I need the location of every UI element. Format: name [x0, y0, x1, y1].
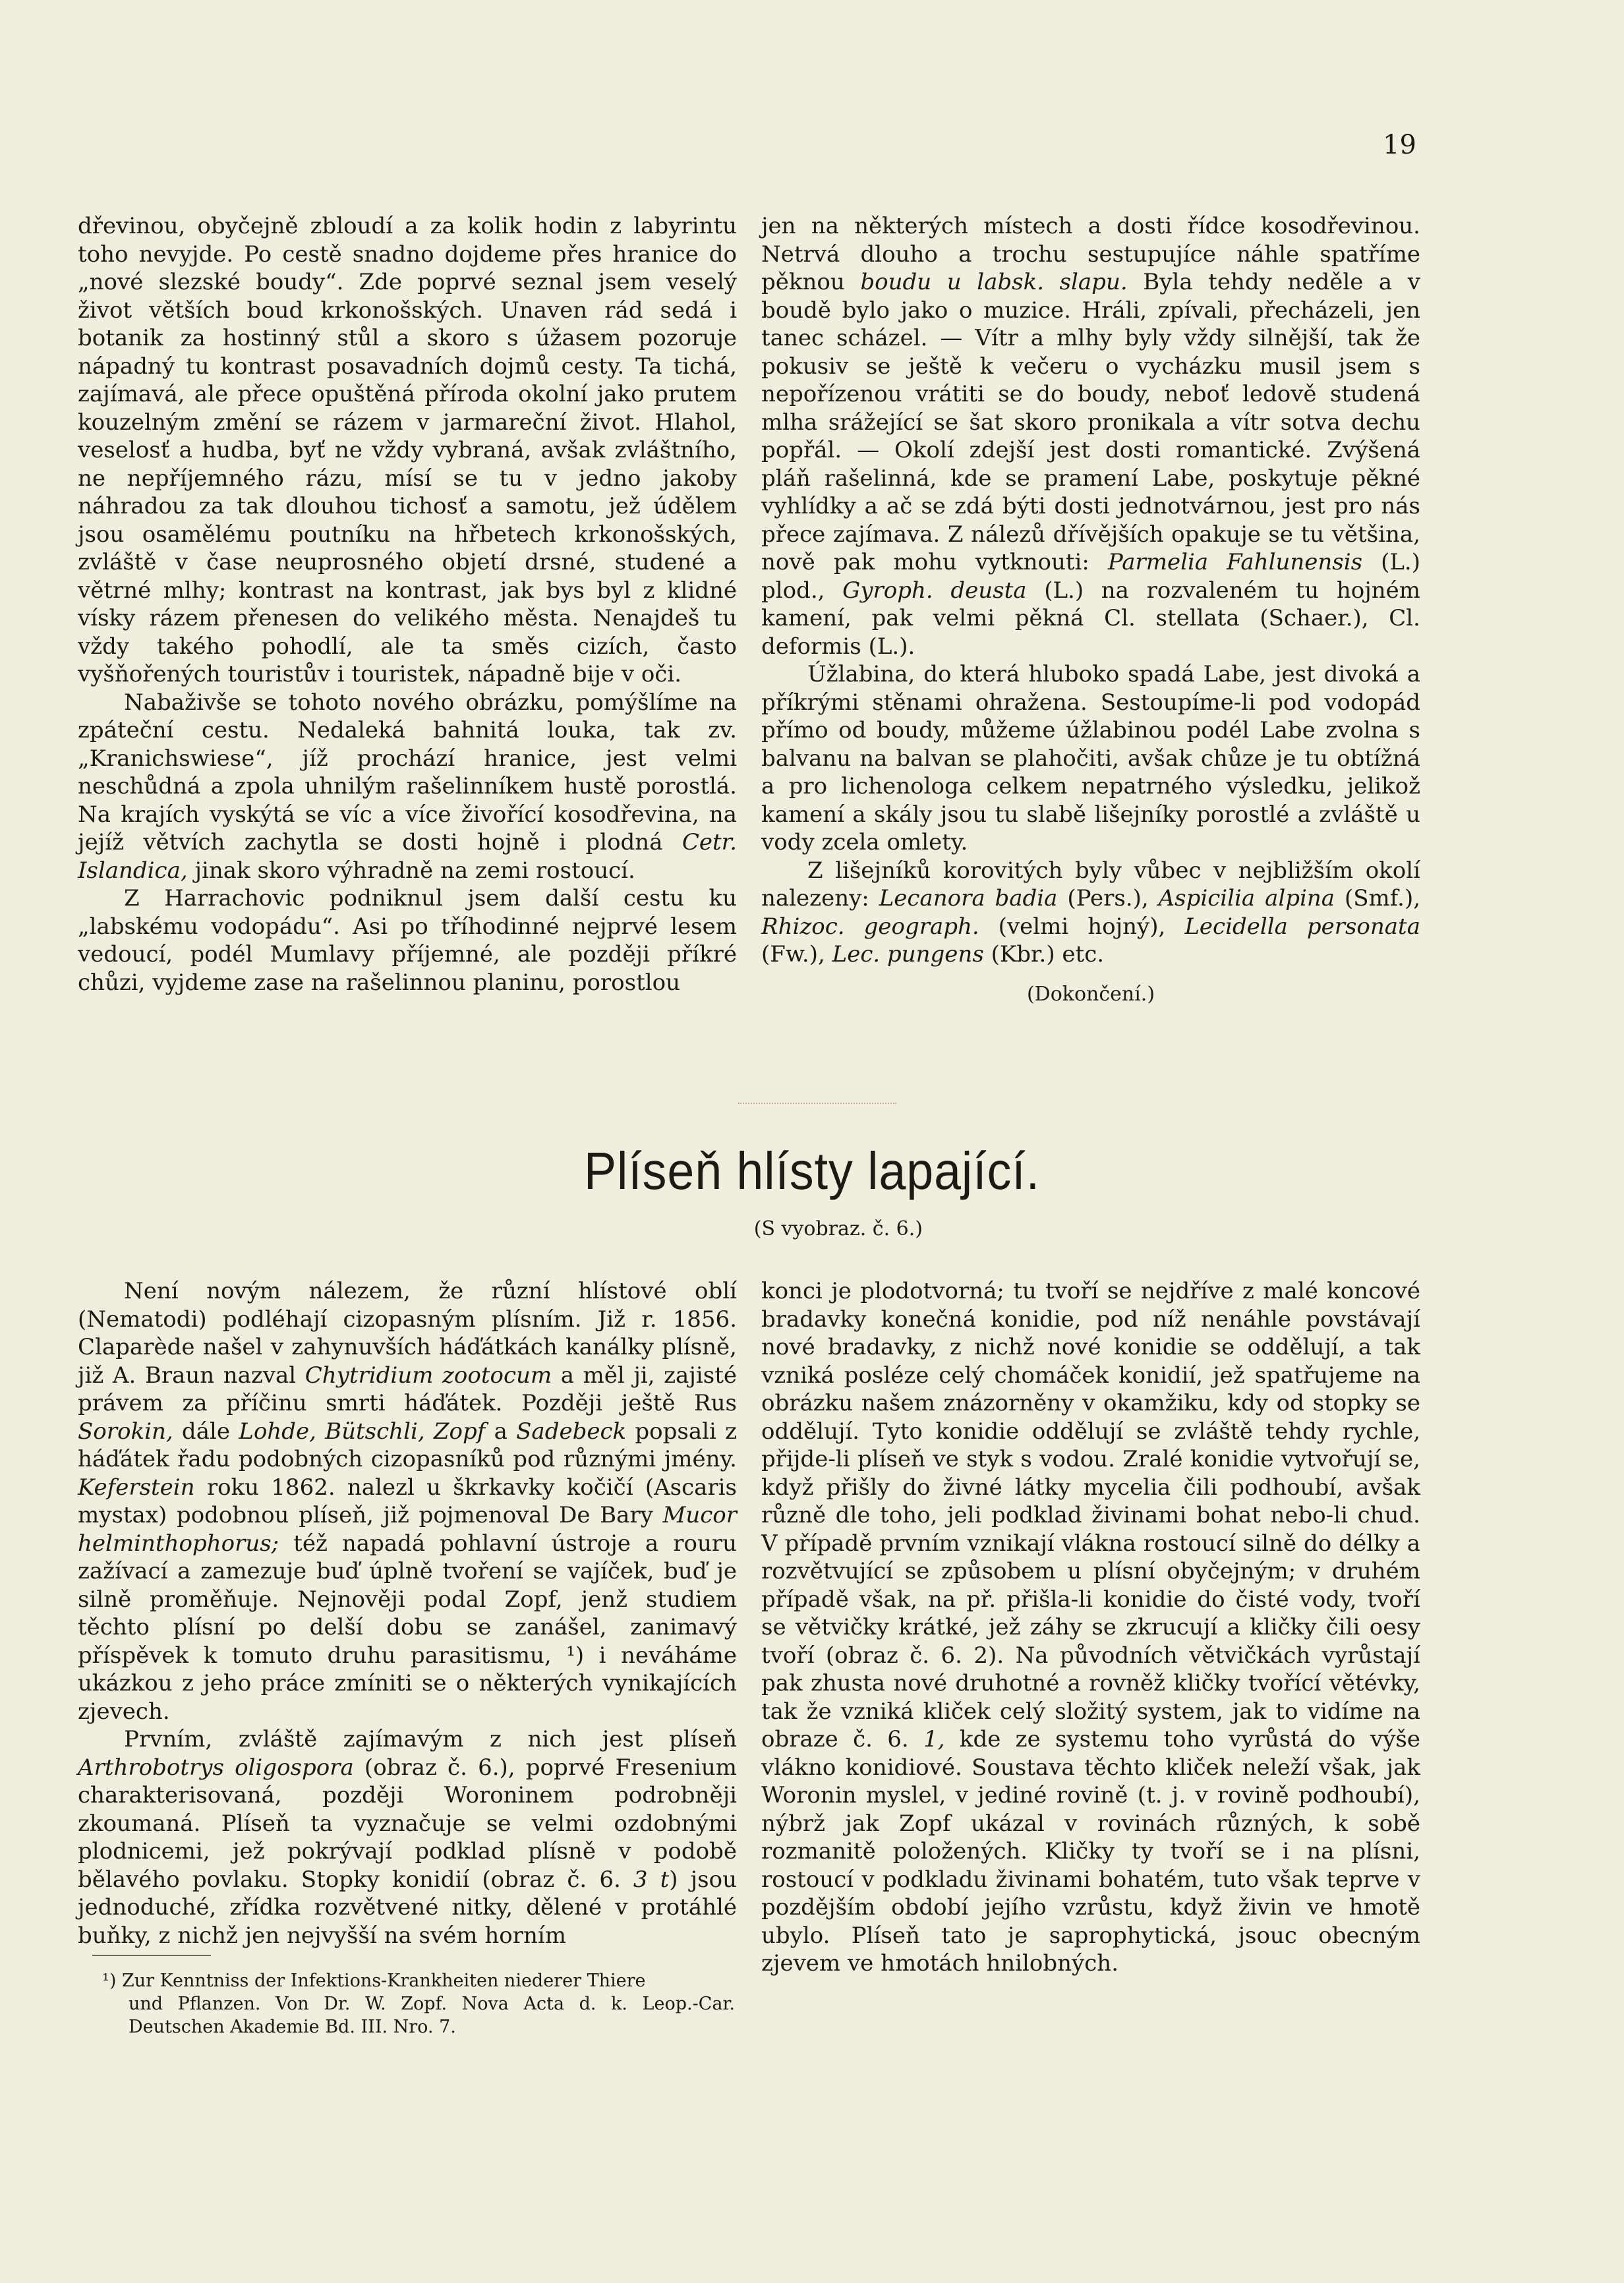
paragraph-text: a měl ji, zajisté právem za příčinu smrti háďátek. Později ještě Rus	[78, 1362, 737, 1416]
paragraph-text: roku 1862. nalezl u škrkavky kočičí (Ascaris mystax) podobnou plíseň, již pojmenoval De Bary	[78, 1474, 737, 1528]
person-name: Sadebeck	[516, 1418, 627, 1445]
paragraph-text: (Smf.),	[1335, 885, 1421, 911]
person-name: Sorokin,	[78, 1418, 173, 1445]
bottom-left-column	[78, 1277, 737, 1950]
paragraph-text: jinak skoro výhradně na zemi rostoucí.	[187, 857, 635, 884]
person-name: Lohde, Bütschli, Zopf	[239, 1418, 486, 1445]
species-name: Lecidella personata	[1184, 913, 1420, 940]
paragraph	[761, 857, 1420, 969]
place-name: boudu u labsk. slapu.	[860, 269, 1128, 295]
paragraph-text: (Kbr.) etc.	[983, 941, 1105, 968]
paragraph	[761, 212, 1420, 660]
paragraph	[78, 1277, 737, 1725]
person-name: Keferstein	[78, 1474, 195, 1501]
paragraph	[78, 1725, 737, 1950]
paragraph-text: Byla tehdy neděle a v boudě bylo jako o muzice. Hráli, zpívali, přecházeli, jen tanec scházel. — Vítr a mlhy byly vždy silnější, tak že pokusiv se ještě k večeru o vycházku musil jsem s nepořízenou vrátiti se do boudy, neboť ledově studená mlha srážející se šat skoro pronikala a vítr sotva dechu popřál. — Okolí zdejší jest dosti romantické. Zvýšená pláň rašelinná, kde se pramení Labe, poskytuje pěkné vyhlídky a ač se zdá býti dosti jednotvárnou, jest pro nás přece zajímava. Z nálezů dřívějších opakuje se tu většina, nově pak mohu vytknouti:	[761, 269, 1420, 575]
paragraph-text: Nabaživše se tohoto nového obrázku, pomýšlíme na zpáteční cestu. Nedaleká bahnitá louka, tak zv. „Kranichswiese“, jíž prochází hranice, jest velmi neschůdná a zpola uhnilým rašelinníkem hustě porostlá. Na krajích vyskýtá se víc a více živořící kosodřevina, na jejíž větvích zachytla se dosti hojně i plodná	[78, 689, 737, 855]
paragraph-text: Není novým nálezem, že různí hlístové oblí (Nematodi) podléhají cizopasným plísním. Již r. 1856. Claparède našel v zahynuvších háďátkách kanálky plísně, již A. Braun nazval	[78, 1278, 737, 1389]
figure-ref: 3 t	[633, 1866, 670, 1893]
paragraph-text: (Fw.),	[761, 941, 825, 968]
article-subtitle: (S vyobraz. č. 6.)	[753, 1217, 923, 1240]
paragraph	[761, 1277, 1420, 1978]
paragraph-text: též napadá pohlavní ústroje a rouru zažívací a zamezuje buď úplně tvoření se vajíček, buď je silně proměňuje. Nejnověji podal Zopf, jenž studiem těchto plísní po delší dobu se zanášel, zanimavý příspěvek k tomuto druhu parasitismu, ¹) i neváháme ukázkou z jeho práce zmíniti se o některých vynikajících zjevech.	[78, 1530, 737, 1725]
paragraph-text: ) jsou jednoduché, zřídka rozvětvené nitky, dělené v protáhlé buňky, z nichž jen nejvyšší na svém horním	[78, 1866, 737, 1949]
footnote	[102, 1969, 735, 2038]
species-name: Parmelia Fahlunensis	[1107, 549, 1363, 575]
paragraph-text: a	[485, 1418, 508, 1445]
paragraph-text: (L.) na rozvaleném tu hojném kamení, pak velmi pěkná Cl. stellata (Schaer.), Cl. deformis (L.).	[761, 577, 1420, 660]
paragraph-text: popsali z háďátek řadu podobných cizopasníků pod různými jmény.	[78, 1418, 738, 1472]
species-name: Gyroph. deusta	[842, 577, 1027, 604]
article-title: Plíseň hlísty lapající.	[583, 1142, 1041, 1200]
species-name: Rhizoc. geograph.	[761, 913, 979, 940]
paragraph-text: (velmi hojný),	[979, 913, 1166, 940]
closing-note: (Dokončení.)	[1026, 982, 1155, 1006]
paragraph-text: Z lišejníků korovitých byly vůbec v nejbližším okolí nalezeny:	[761, 857, 1420, 911]
species-name: Mucor helminthophorus;	[78, 1502, 737, 1557]
species-name: Arthrobotrys oligospora	[78, 1754, 354, 1781]
paragraph-text: dále	[173, 1418, 230, 1445]
section-divider	[738, 1103, 896, 1104]
paragraph-text: jen na některých místech a dosti řídce kosodřevinou. Netrvá dlouho a trochu sestupujíce náhle spatříme pěknou	[761, 213, 1420, 295]
footnote-rule	[92, 1955, 211, 1956]
bottom-right-column	[761, 1277, 1420, 1978]
paragraph: Z Harrachovic podniknul jsem další cestu ku „labskému vodopádu“. Asi po tříhodinné nejprvé lesem vedoucí, podél Mumlavy příjemné, ale později příkré chůzi, vyjdeme zase na rašelinnou planinu, porostlou	[78, 885, 737, 996]
footnote-line: ¹) Zur Kenntniss der Infektions-Krankheiten niederer Thiere	[102, 1971, 646, 1991]
page-number: 19	[1383, 130, 1416, 160]
top-left-column	[78, 212, 737, 997]
paragraph-text: (L.) plod.,	[761, 549, 1420, 604]
species-name: Cetr. Islandica,	[78, 829, 737, 884]
species-name: Chytridium zootocum	[304, 1362, 552, 1389]
paragraph-text: kde ze systemu toho vyrůstá do výše vlákno konidiové. Soustava těchto kliček neleží však, jak Woronin myslel, v jediné rovině (t. j. v rovině podhoubí), nýbrž jak Zopf ukázal v rovinách různých, k sobě rozmanitě položených. Kličky ty tvoří se i na plísni, rostoucí v podkladu živinami bohatém, tuto však teprve v pozdějším období jejího vzrůstu, když živin ve hmotě ubylo. Plíseň tato je saprophytická, jsouc obecným zjevem ve hmotách hnilobných.	[761, 1726, 1420, 1977]
paragraph-text: (obraz č. 6.), poprvé Fresenium charakterisovaná, později Woroninem podrobněji zkoumaná. Plíseň ta vyznačuje se velmi ozdobnými plodnicemi, jež pokrývají podklad plísně v podobě bělavého povlaku. Stopky konidií (obraz č. 6.	[78, 1754, 737, 1893]
species-name: Lecanora badia	[879, 885, 1058, 911]
footnote-line: und Pflanzen. Von Dr. W. Zopf. Nova Acta d. k. Leop.-Car. Deutschen Akademie Bd. III. Nro. 7.	[129, 1994, 735, 2037]
paragraph: dřevinou, obyčejně zbloudí a za kolik hodin z labyrintu toho nevyjde. Po cestě snadno dojdeme přes hranice do „nové slezské boudy“. Zde poprvé seznal jsem veselý život větších boud krkonošských. Unaven rád sedá i botanik za hostinný stůl a skoro s úžasem pozoruje nápadný tu kontrast posavadních dojmů cesty. Ta tichá, zajímavá, ale přece opuštěná příroda okolní jako prutem kouzelným změní se rázem v jarmareční život. Hlahol, veselosť a hudba, byť ne vždy vybraná, avšak zvláštního, ne nepříjemného rázu, mísí se tu v jedno jakoby náhradou za tak dlouhou tichosť a samotu, jež údělem jsou osamělému poutníku na hřbetech krkonošských, zvláště v čase neuprosného objetí drsné, studené a větrné mlhy; kontrast na kontrast, jak bys byl z klidné vísky rázem přenesen do velikého města. Nenajdeš tu vždy takého pohodlí, ale ta směs cizích, často vyšňořených touristův i touristek, nápadně bije v oči.	[78, 213, 737, 687]
figure-ref: 1,	[923, 1726, 945, 1752]
top-right-column	[761, 212, 1420, 1008]
paragraph	[78, 689, 737, 885]
paragraph-text: Prvním, zvláště zajímavým z nich jest plíseň	[124, 1726, 737, 1752]
species-name: Lec. pungens	[832, 941, 984, 968]
paragraph-text: konci je plodotvorná; tu tvoří se nejdříve z malé koncové bradavky konečná konidie, pod níž nenáhle povstávají nové bradavky, z nichž nové konidie se oddělují, a tak vzniká posléze celý chomáček konidií, jež spatřujeme na obrázku našem znázorněny v okamžiku, kdy od stopky se oddělují. Tyto konidie oddělují se zvláště tehdy rychle, přijde-li plíseň ve styk s vodou. Zralé konidie vytvořují se, když přišly do živné látky mycelia čili podhoubí, avšak různě dle toho, jeli podklad živinami bohat nebo-li chud. V případě prvním vznikají vlákna rostoucí silně do délky a rozvětvující se způsobem u plísní obyčejným; v druhém případě však, na př. přišla-li konidie do čisté vody, tvoří se větvičky krátké, jež záhy se zkrucují a kličky čili oesy tvoří (obraz č. 6. 2). Na původních větvičkách vyrůstají pak zhusta nové druhotné a rovněž kličky tvořící větévky, tak že vzniká kliček celý složitý system, jak to vidíme na obraze č. 6.	[761, 1278, 1420, 1752]
species-name: Aspicilia alpina	[1158, 885, 1335, 911]
paragraph: Úžlabina, do která hluboko spadá Labe, jest divoká a příkrými stěnami ohražena. Sestoupíme-li pod vodopád přímo od boudy, můžeme úžlabinou podél Labe zvolna s balvanu na balvan se plahočiti, avšak chůze je tu obtížná a pro lichenologa celkem nepatrného výsledku, jelikož kamení a skály jsou tu slabě lišejníky porostlé a zvláště u vody zcela omlety.	[761, 661, 1420, 855]
paragraph-text: (Pers.),	[1057, 885, 1149, 911]
